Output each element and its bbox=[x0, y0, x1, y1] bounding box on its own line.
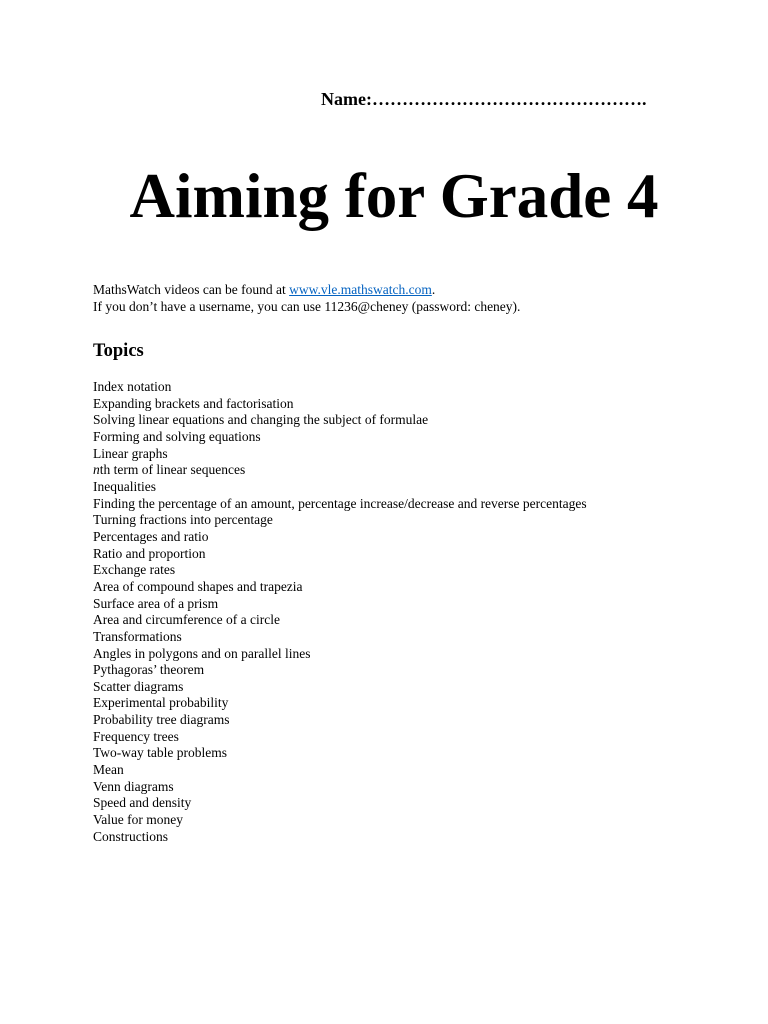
topic-item-nth-term bbox=[93, 462, 587, 479]
topic-item: Index notation bbox=[93, 379, 172, 394]
mathswatch-link[interactable]: www.vle.mathswatch.com bbox=[289, 282, 432, 297]
name-field-label: Name:………………………………………. bbox=[321, 89, 647, 109]
intro-line-1 bbox=[93, 281, 520, 298]
topic-item: Pythagoras’ theorem bbox=[93, 662, 205, 678]
topic-item: Exchange rates bbox=[93, 562, 176, 578]
nth-term-rest: th term of linear sequences bbox=[99, 462, 246, 478]
topic-item: Constructions bbox=[93, 828, 169, 844]
topic-item: Experimental probability bbox=[93, 695, 229, 711]
intro-line-2: If you don’t have a username, you can use 11236@cheney (password: cheney). bbox=[93, 299, 521, 314]
page-title: Aiming for Grade 4 bbox=[129, 161, 659, 231]
topic-item: Area of compound shapes and trapezia bbox=[93, 578, 303, 594]
topic-item: Speed and density bbox=[93, 795, 192, 811]
intro-paragraph bbox=[93, 281, 520, 315]
topic-item: Linear graphs bbox=[93, 445, 168, 461]
topic-item: Scatter diagrams bbox=[93, 678, 184, 694]
topic-item: Forming and solving equations bbox=[93, 428, 261, 444]
topic-item: Finding the percentage of an amount, percentage increase/decrease and reverse percentages bbox=[93, 495, 587, 511]
topic-item: Turning fractions into percentage bbox=[93, 512, 273, 528]
topic-item: Two-way table problems bbox=[93, 745, 228, 761]
topic-item: Value for money bbox=[93, 812, 183, 828]
topic-item: Surface area of a prism bbox=[93, 595, 219, 611]
topic-item: Expanding brackets and factorisation bbox=[93, 395, 294, 411]
intro-prefix: MathsWatch videos can be found at bbox=[93, 282, 290, 297]
topic-item: Solving linear equations and changing the subject of formulae bbox=[93, 412, 429, 428]
topic-item: Inequalities bbox=[93, 478, 156, 494]
topic-item: Venn diagrams bbox=[93, 778, 174, 794]
topic-item: Ratio and proportion bbox=[93, 545, 206, 561]
intro-suffix: . bbox=[431, 282, 436, 297]
topic-item: Probability tree diagrams bbox=[93, 712, 230, 728]
topic-item: Angles in polygons and on parallel lines bbox=[93, 645, 311, 661]
topic-item: Area and circumference of a circle bbox=[93, 612, 280, 628]
topics-heading: Topics bbox=[93, 341, 144, 361]
topic-item: Mean bbox=[93, 762, 124, 778]
topic-item: Transformations bbox=[93, 628, 182, 644]
topic-item: Percentages and ratio bbox=[93, 528, 209, 544]
topics-list bbox=[93, 379, 587, 845]
topic-item: Frequency trees bbox=[93, 728, 179, 744]
nth-term-italic: n bbox=[93, 462, 100, 478]
